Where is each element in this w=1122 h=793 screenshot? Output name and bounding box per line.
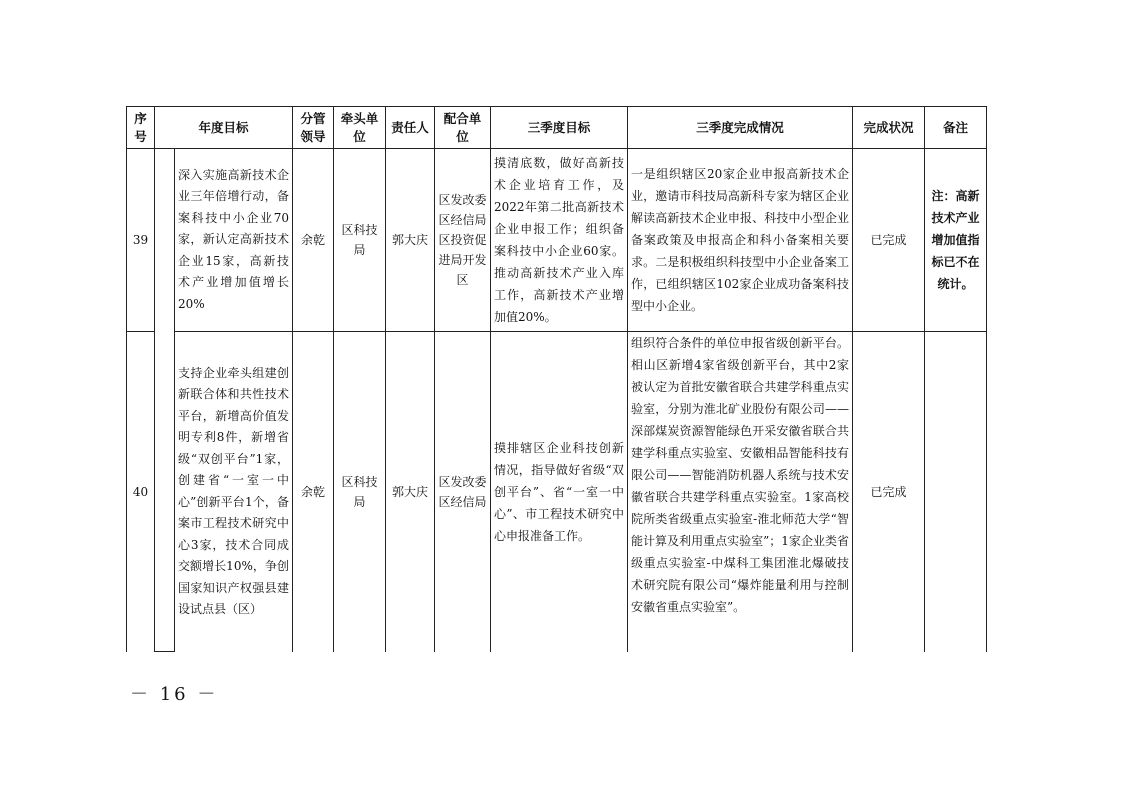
row-leader: 余乾	[293, 332, 334, 652]
task-table	[126, 106, 987, 652]
header-q3-goal: 三季度目标	[491, 107, 628, 149]
blank-merged-cell	[155, 149, 175, 652]
header-responsible: 责任人	[386, 107, 435, 149]
header-lead-unit: 牵头单位	[334, 107, 386, 149]
row-remarks	[925, 332, 987, 652]
header-annual-goal: 年度目标	[155, 107, 293, 149]
header-remarks: 备注	[925, 107, 987, 149]
table-row	[127, 149, 987, 332]
header-seq: 序号	[127, 107, 155, 149]
row-completion: 已完成	[853, 149, 925, 332]
page-number: － 16 －	[130, 684, 219, 705]
row-q3-goal: 摸清底数，做好高新技术企业培育工作，及2022年第二批高新技术企业申报工作；组织备案科技中小企业60家。推动高新技术产业入库工作，高新技术产业增加值20%。	[491, 149, 628, 332]
header-coop-unit: 配合单位	[435, 107, 491, 149]
row-q3-status: 一是组织辖区20家企业申报高新技术企业，邀请市科技局高新科专家为辖区企业解读高新技术企业申报、科技中小型企业备案政策及申报高企和科小备案相关要求。二是积极组织科技型中小企业备案工作，已组织辖区102家企业成功备案科技型中小企业。	[628, 149, 853, 332]
row-annual-goal: 支持企业牵头组建创新联合体和共性技术平台，新增高价值发明专利8件，新增省级“双创平台”1家，创建省“一室一中心”创新平台1个，备案市工程技术研究中心3家，技术合同成交额增长10%，争创国家知识产权强县建设试点县（区）	[175, 332, 293, 652]
row-leader: 余乾	[293, 149, 334, 332]
header-completion: 完成状况	[853, 107, 925, 149]
row-lead-unit: 区科技局	[334, 332, 386, 652]
row-seq: 40	[127, 332, 155, 652]
header-leader: 分管领导	[293, 107, 334, 149]
row-completion: 已完成	[853, 332, 925, 652]
row-coop-unit: 区发改委区经信局	[435, 332, 491, 652]
row-remarks: 注：高新技术产业增加值指标已不在统计。	[925, 149, 987, 332]
table-row	[127, 332, 987, 652]
header-row	[127, 107, 987, 149]
row-seq: 39	[127, 149, 155, 332]
row-responsible: 郭大庆	[386, 149, 435, 332]
row-q3-status: 组织符合条件的单位申报省级创新平台。相山区新增4家省级创新平台，其中2家被认定为首批安徽省联合共建学科重点实验室，分别为淮北矿业股份有限公司——深部煤炭资源智能绿色开采安徽省联合共建学科重点实验室、安徽相品智能科技有限公司——智能消防机器人系统与技术安徽省联合共建学科重点实验室。1家高校院所类省级重点实验室-淮北师范大学“智能计算及利用重点实验室”；1家企业类省级重点实验室-中煤科工集团淮北爆破技术研究院有限公司“爆炸能量利用与控制安徽省重点实验室”。	[628, 332, 853, 652]
row-responsible: 郭大庆	[386, 332, 435, 652]
row-lead-unit: 区科技局	[334, 149, 386, 332]
row-coop-unit: 区发改委区经信局区投资促进局开发区	[435, 149, 491, 332]
row-annual-goal: 深入实施高新技术企业三年倍增行动，备案科技中小企业70家，新认定高新技术企业15家，高新技术产业增加值增长20%	[175, 149, 293, 332]
header-q3-status: 三季度完成情况	[628, 107, 853, 149]
row-q3-goal: 摸排辖区企业科技创新情况，指导做好省级“双创平台”、省“一室一中心”、市工程技术研究中心申报准备工作。	[491, 332, 628, 652]
